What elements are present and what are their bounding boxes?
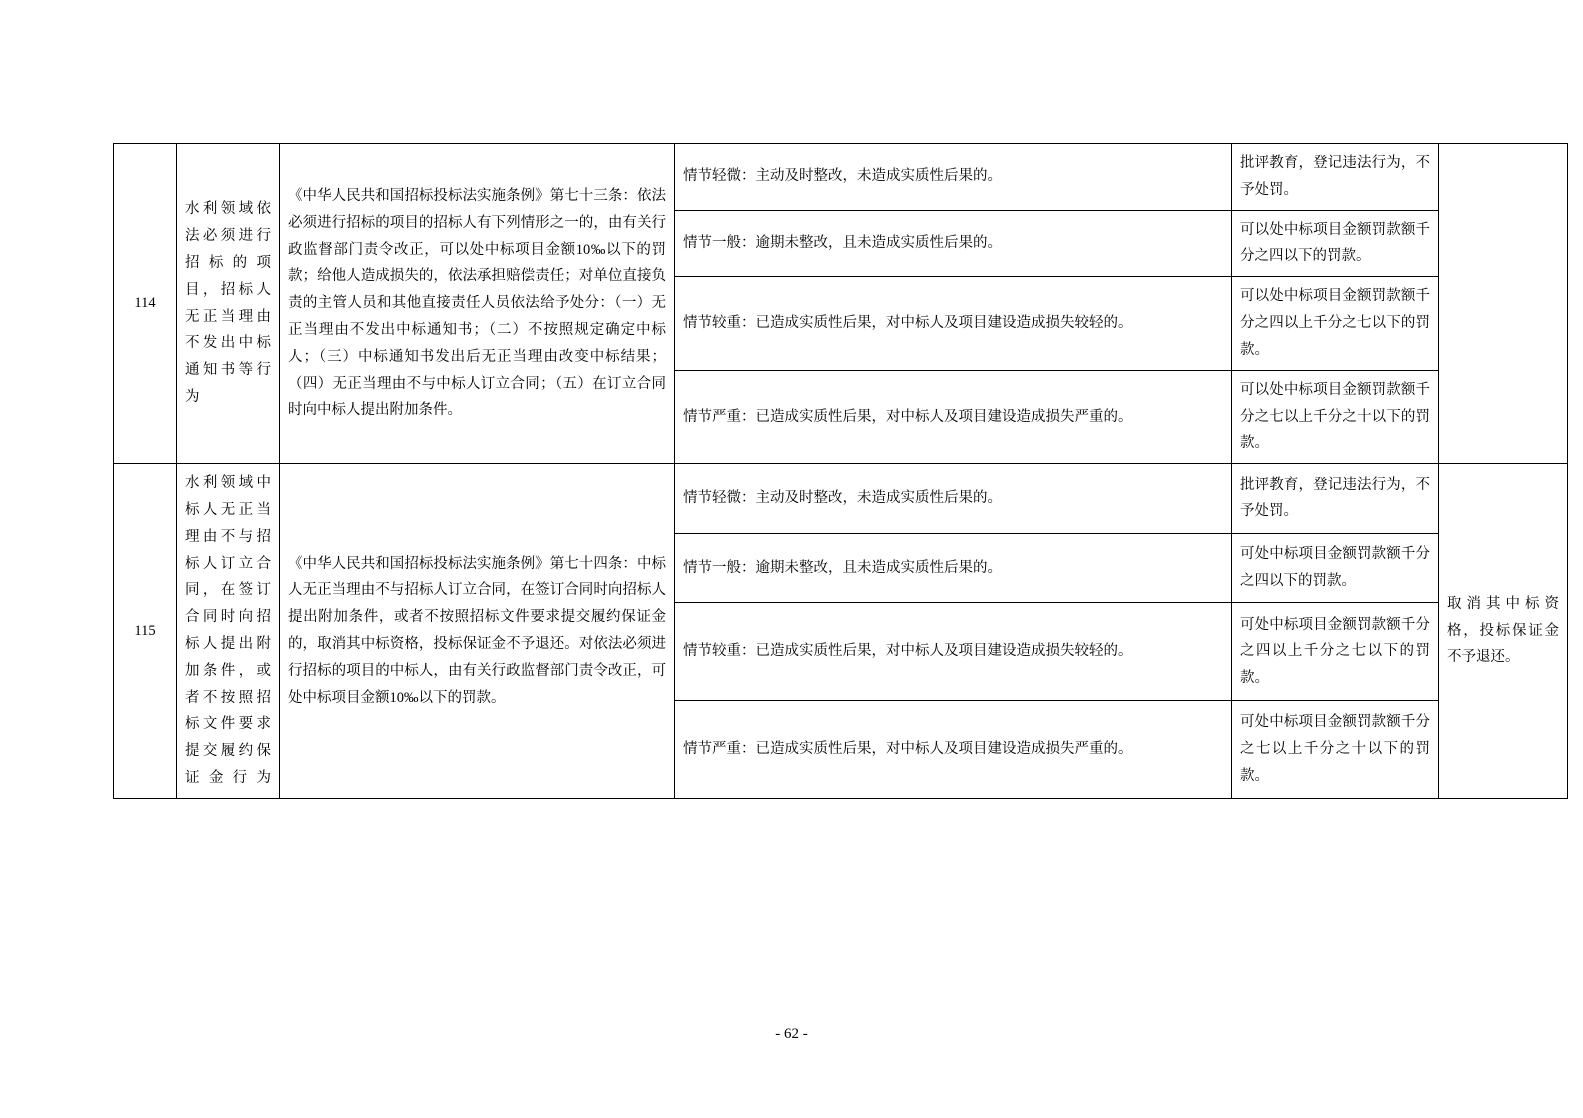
severity-degree: 情节较重：已造成实质性后果，对中标人及项目建设造成损失较轻的。 [675, 277, 1232, 370]
table-row [114, 464, 1568, 534]
penalty-discretion-table [113, 143, 1568, 799]
table-row [114, 144, 1568, 211]
violation-name: 水利领域依法必须进行招标的项目，招标人无正当理由不发出中标通知书等行为 [177, 144, 280, 464]
violation-name: 水利领域中标人无正当理由不与招标人订立合同，在签订合同时向招标人提出附加条件，或者不按照招标文件要求提交履约保证金行为 [177, 464, 280, 799]
severity-degree: 情节较重：已造成实质性后果，对中标人及项目建设造成损失较轻的。 [675, 603, 1232, 701]
penalty-standard: 可处中标项目金额罚款额千分之四以下的罚款。 [1232, 533, 1439, 603]
severity-degree: 情节严重：已造成实质性后果，对中标人及项目建设造成损失严重的。 [675, 701, 1232, 799]
severity-degree: 情节严重：已造成实质性后果，对中标人及项目建设造成损失严重的。 [675, 370, 1232, 463]
severity-degree: 情节轻微：主动及时整改，未造成实质性后果的。 [675, 144, 1232, 211]
additional-measure: 取消其中标资格，投标保证金不予退还。 [1439, 464, 1568, 799]
penalty-standard: 可以处中标项目金额罚款额千分之四以下的罚款。 [1232, 210, 1439, 277]
penalty-standard: 可以处中标项目金额罚款额千分之七以上千分之十以下的罚款。 [1232, 370, 1439, 463]
legal-basis: 《中华人民共和国招标投标法实施条例》第七十四条：中标人无正当理由不与招标人订立合同，在签订合同时向招标人提出附加条件，或者不按照招标文件要求提交履约保证金的，取消其中标资格，投标保证金不予退还。对依法必须进行招标的项目的中标人，由有关行政监督部门责令改正，可处中标项目金额10‰以下的罚款。 [280, 464, 675, 799]
penalty-standard: 可处中标项目金额罚款额千分之四以上千分之七以下的罚款。 [1232, 603, 1439, 701]
row-number: 114 [114, 144, 177, 464]
penalty-standard: 批评教育，登记违法行为，不予处罚。 [1232, 464, 1439, 534]
severity-degree: 情节一般：逾期未整改，且未造成实质性后果的。 [675, 533, 1232, 603]
penalty-standard: 可以处中标项目金额罚款额千分之四以上千分之七以下的罚款。 [1232, 277, 1439, 370]
row-number: 115 [114, 464, 177, 799]
severity-degree: 情节轻微：主动及时整改，未造成实质性后果的。 [675, 464, 1232, 534]
penalty-standard: 可处中标项目金额罚款额千分之七以上千分之十以下的罚款。 [1232, 701, 1439, 799]
severity-degree: 情节一般：逾期未整改，且未造成实质性后果的。 [675, 210, 1232, 277]
legal-basis: 《中华人民共和国招标投标法实施条例》第七十三条：依法必须进行招标的项目的招标人有下列情形之一的，由有关行政监督部门责令改正，可以处中标项目金额10‰以下的罚款；给他人造成损失的，依法承担赔偿责任；对单位直接负责的主管人员和其他直接责任人员依法给予处分：（一）无正当理由不发出中标通知书；（二）不按照规定确定中标人；（三）中标通知书发出后无正当理由改变中标结果；（四）无正当理由不与中标人订立合同；（五）在订立合同时向中标人提出附加条件。 [280, 144, 675, 464]
penalty-standard: 批评教育，登记违法行为，不予处罚。 [1232, 144, 1439, 211]
additional-measure [1439, 144, 1568, 464]
page-number: - 62 - [775, 1026, 808, 1042]
